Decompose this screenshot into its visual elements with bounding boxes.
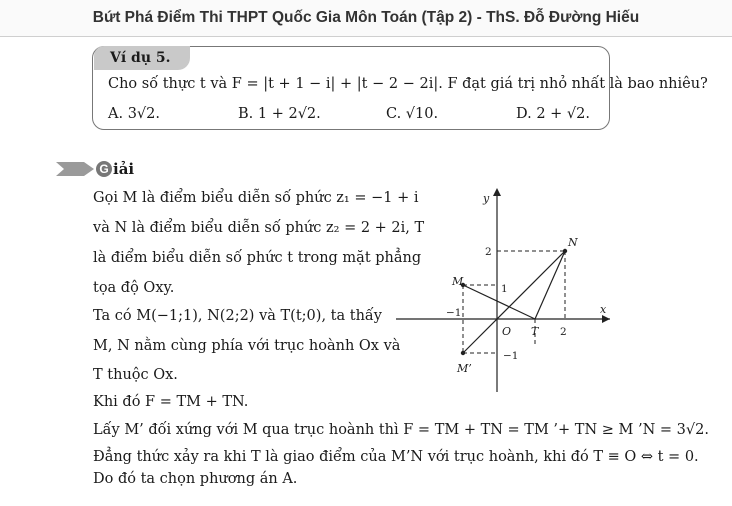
axis-x-label: x — [600, 303, 607, 316]
solution-heading: iải — [113, 160, 135, 178]
segment-t-n — [535, 251, 565, 319]
solution-line: Lấy M’ đối xứng với M qua trục hoành thì F = TM + TN = TM ’+ TN ≥ M ’N = 3√2. — [93, 422, 709, 438]
point-mp — [461, 351, 465, 355]
option-a: A. 3√2. — [108, 106, 160, 122]
segment-mp-n — [463, 251, 565, 353]
solution-g-badge: G — [96, 161, 112, 177]
tick-y-2: 2 — [485, 246, 492, 258]
solution-line: T thuộc Ox. — [93, 367, 178, 383]
option-c: C. √10. — [386, 106, 439, 122]
solution-line: M, N nằm cùng phía với trục hoành Ox và — [93, 338, 401, 354]
axis-y-label: y — [483, 192, 490, 205]
y-axis-arrow-icon — [493, 188, 501, 196]
option-b: B. 1 + 2√2. — [238, 106, 321, 122]
point-n — [563, 249, 567, 253]
label-n: N — [568, 236, 578, 249]
option-d: D. 2 + √2. — [516, 106, 590, 122]
solution-line: Gọi M là điểm biểu diễn số phức z₁ = −1 + i — [93, 190, 419, 206]
coordinate-diagram — [392, 184, 618, 394]
solution-line: Đẳng thức xảy ra khi T là giao điểm của M’N với trục hoành, khi đó T ≡ O ⇔ t = 0. — [93, 449, 699, 465]
page-header — [0, 0, 732, 37]
solution-line: Do đó ta chọn phương án A. — [93, 471, 298, 487]
solution-line: là điểm biểu diễn số phức t trong mặt phẳng — [93, 250, 422, 266]
tick-x-2: 2 — [560, 326, 567, 338]
label-t: T — [531, 325, 539, 338]
solution-line: tọa độ Oxy. — [93, 280, 175, 296]
tick-y-1: 1 — [501, 283, 508, 295]
segment-m-t — [463, 285, 535, 319]
x-axis-arrow-icon — [602, 315, 610, 323]
solution-arrow-icon — [56, 158, 96, 180]
solution-line: và N là điểm biểu diễn số phức z₂ = 2 + 2i, T — [93, 220, 425, 236]
label-m-prime: M’ — [457, 362, 472, 375]
label-o: O — [502, 325, 512, 338]
tick-y-minus1: −1 — [503, 350, 519, 362]
example-label: Ví dụ 5. — [94, 46, 190, 70]
label-m: M — [452, 275, 464, 288]
question-text: Cho số thực t và F = |t + 1 − i| + |t − 2 − 2i|. F đạt giá trị nhỏ nhất là bao nhiêu? — [108, 76, 708, 92]
book-title: Bứt Phá Điểm Thi THPT Quốc Gia Môn Toán (Tập 2) - ThS. Đỗ Đường Hiếu — [92, 9, 640, 26]
solution-line: Khi đó F = TM + TN. — [93, 394, 249, 410]
tick-x-minus1: −1 — [446, 307, 462, 319]
solution-line: Ta có M(−1;1), N(2;2) và T(t;0), ta thấy — [93, 308, 382, 324]
